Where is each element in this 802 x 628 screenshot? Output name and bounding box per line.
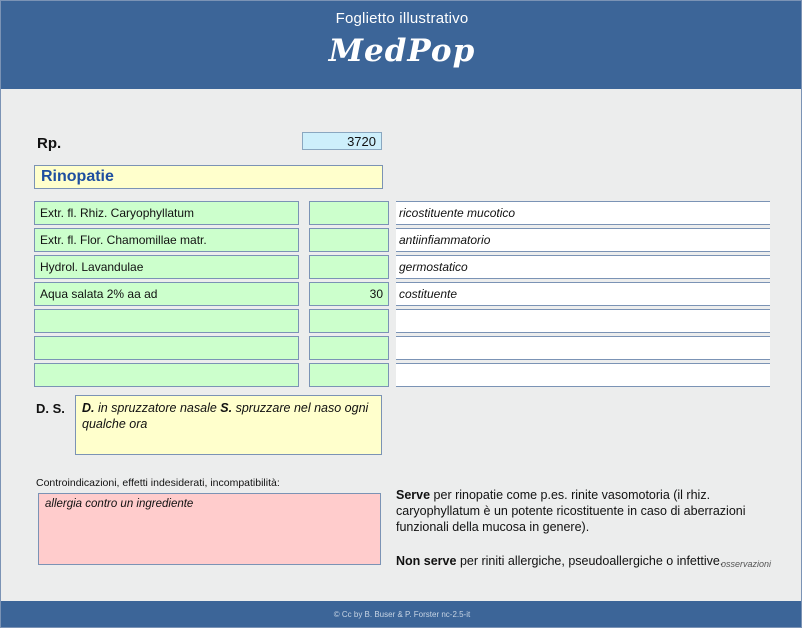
indications-label: Serve [396, 488, 431, 502]
ingredient-qty-field[interactable] [309, 201, 389, 225]
dosage-prefix-s: S. [220, 401, 233, 415]
prescription-title-field[interactable]: Rinopatie [34, 165, 383, 189]
ingredient-note-field[interactable]: costituente [396, 282, 770, 306]
ingredient-note-field[interactable]: germostatico [396, 255, 770, 279]
table-row [34, 336, 770, 362]
app-header [1, 1, 802, 89]
contraindications-field[interactable]: allergia contro un ingrediente [38, 493, 381, 565]
contraindications-label: Controindicazioni, effetti indesiderati, incompatibilità: [36, 477, 280, 489]
prescription-number-field[interactable]: 3720 [302, 132, 382, 150]
ingredient-name-field[interactable]: Hydrol. Lavandulae [34, 255, 299, 279]
form-body [1, 89, 802, 601]
ingredient-note-field[interactable]: ricostituente mucotico [396, 201, 770, 225]
ingredient-qty-field[interactable] [309, 363, 389, 387]
ingredient-table [34, 201, 770, 390]
ingredient-note-field[interactable] [396, 309, 770, 333]
indications-text [396, 487, 786, 535]
app-footer [1, 601, 802, 628]
ingredient-qty-field[interactable] [309, 255, 389, 279]
dosage-label: D. S. [36, 401, 65, 416]
non-indications-label: Non serve [396, 554, 457, 568]
table-row [34, 228, 770, 254]
table-row [34, 363, 770, 389]
ingredient-qty-field[interactable] [309, 228, 389, 252]
rp-label: Rp. [37, 135, 62, 152]
non-indications-body: per riniti allergiche, pseudoallergiche o infettive. [459, 554, 724, 568]
ingredient-note-field[interactable] [396, 336, 770, 360]
ingredient-name-field[interactable] [34, 363, 299, 387]
indications-body: per rinopatie come p.es. rinite vasomotoria (il rhiz. caryophyllatum è un potente ricostituente in caso di aberrazioni funzionali della mucosa in genere). [396, 488, 746, 534]
ingredient-qty-field[interactable] [309, 336, 389, 360]
dosage-text-1: in spruzzatore nasale [97, 401, 217, 415]
ingredient-qty-field[interactable]: 30 [309, 282, 389, 306]
ingredient-name-field[interactable]: Aqua salata 2% aa ad [34, 282, 299, 306]
table-row [34, 255, 770, 281]
prescription-header-row [37, 135, 382, 155]
dosage-prefix-d: D. [82, 401, 95, 415]
app-title: MedPop [328, 33, 476, 69]
ingredient-note-field[interactable] [396, 363, 770, 387]
table-row [34, 309, 770, 335]
header-subtitle: Foglietto illustrativo [335, 10, 469, 27]
observations-label: osservazioni [720, 559, 771, 569]
copyright-text: © Cc by B. Buser & P. Forster nc-2.5-it [333, 610, 471, 619]
table-row [34, 282, 770, 308]
ingredient-name-field[interactable] [34, 336, 299, 360]
dosage-text-2: spruzzare nel naso ogni qualche ora [82, 401, 369, 431]
ingredient-name-field[interactable]: Extr. fl. Rhiz. Caryophyllatum [34, 201, 299, 225]
table-row [34, 201, 770, 227]
ingredient-qty-field[interactable] [309, 309, 389, 333]
dosage-field[interactable] [75, 395, 382, 455]
ingredient-name-field[interactable] [34, 309, 299, 333]
ingredient-note-field[interactable]: antiinfiammatorio [396, 228, 770, 252]
ingredient-name-field[interactable]: Extr. fl. Flor. Chamomillae matr. [34, 228, 299, 252]
